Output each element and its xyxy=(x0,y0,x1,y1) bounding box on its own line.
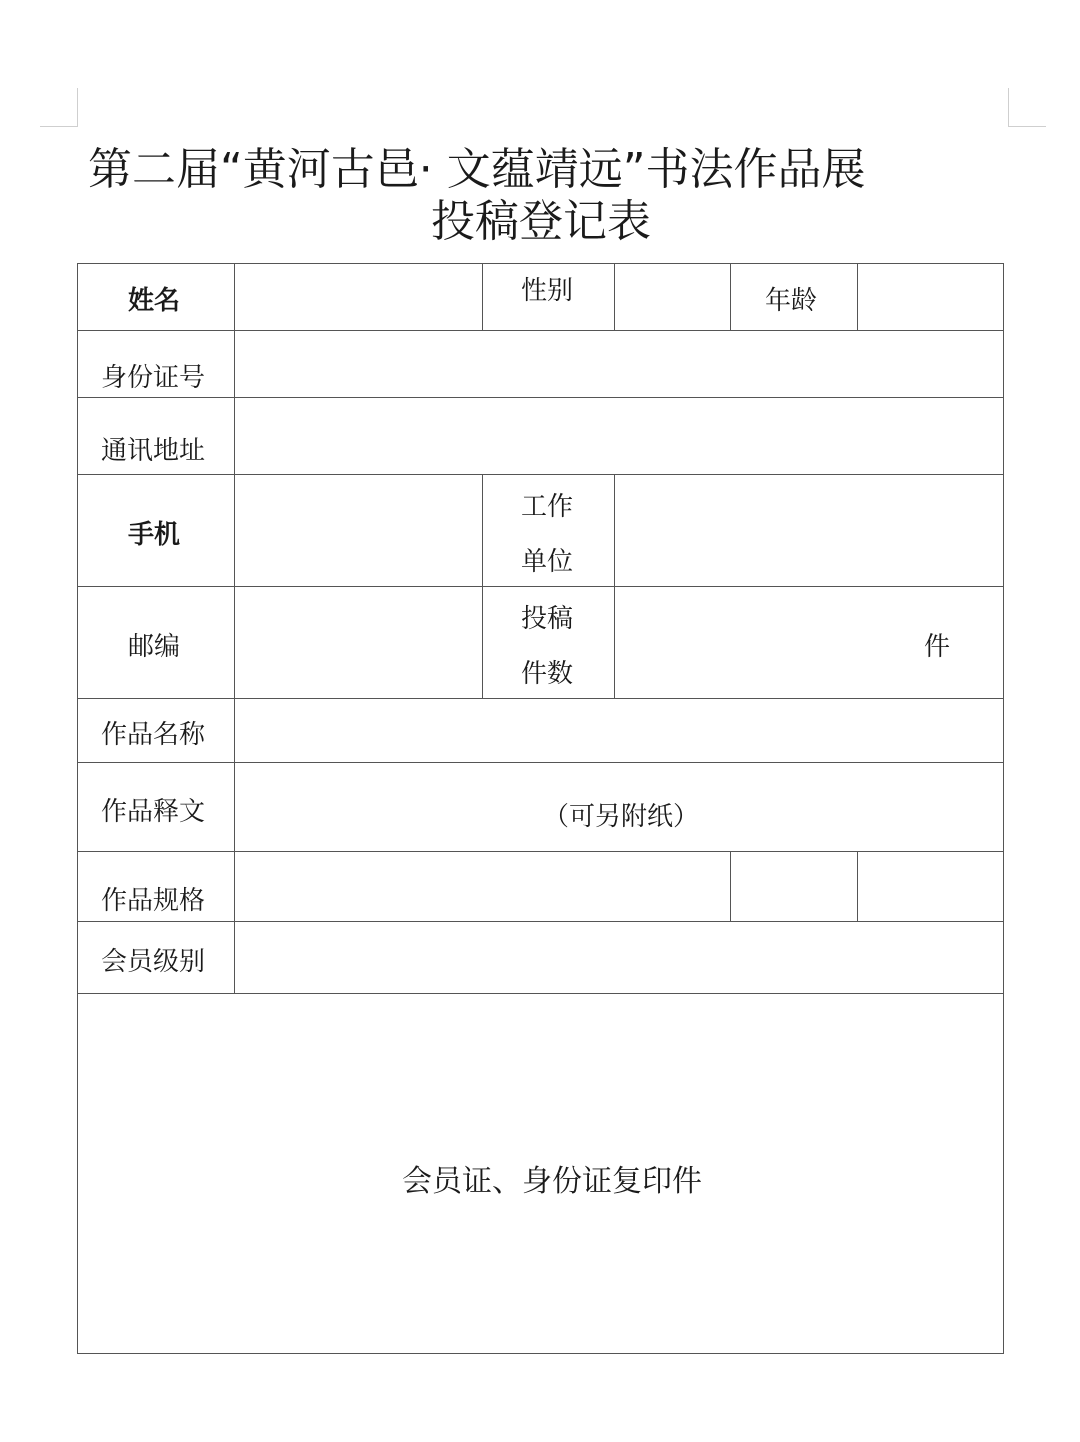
work-size-extra-cell[interactable] xyxy=(858,852,1003,921)
work-transcription-note: （可另附纸） xyxy=(543,802,700,832)
page-corner-mark-top-left-vertical xyxy=(77,88,78,126)
subtitle-text: 投稿登记表 xyxy=(431,196,651,247)
phone-input-cell[interactable] xyxy=(235,475,482,586)
work-size-input-cell[interactable] xyxy=(235,852,730,921)
work-size-label: 作品规格 xyxy=(101,886,206,916)
name-input-cell[interactable] xyxy=(235,264,482,330)
work-unit-label-line1: 工作 xyxy=(521,492,574,522)
submission-count-label-line1: 投稿 xyxy=(521,604,574,634)
id-number-label: 身份证号 xyxy=(101,363,206,393)
id-number-input-cell[interactable] xyxy=(235,331,1003,397)
age-input-cell[interactable] xyxy=(858,264,1003,330)
address-label: 通讯地址 xyxy=(101,436,206,466)
postcode-label: 邮编 xyxy=(128,632,181,662)
postcode-input-cell[interactable] xyxy=(235,587,482,698)
work-size-extra-cell[interactable] xyxy=(731,852,857,921)
work-title-input-cell[interactable] xyxy=(235,699,1003,762)
page-corner-mark-top-right-vertical xyxy=(1008,88,1009,126)
document-title: 第二届“黄河古邑· 文蕴靖远”书法作品展 xyxy=(88,144,866,195)
document-subtitle xyxy=(0,194,1080,250)
address-input-cell[interactable] xyxy=(235,398,1003,474)
name-label: 姓名 xyxy=(128,286,181,316)
work-transcription-label: 作品释文 xyxy=(101,797,206,827)
submission-count-unit: 件 xyxy=(924,632,951,662)
page-corner-mark-top-left-horizontal xyxy=(40,126,78,127)
work-title-label: 作品名称 xyxy=(101,720,206,750)
column-divider xyxy=(482,264,483,330)
attachment-note: 会员证、身份证复印件 xyxy=(402,1164,702,1199)
gender-input-cell[interactable] xyxy=(615,264,730,330)
work-unit-input-cell[interactable] xyxy=(615,475,1003,586)
member-level-label: 会员级别 xyxy=(101,947,206,977)
gender-label: 性别 xyxy=(521,276,574,306)
column-divider xyxy=(730,264,731,330)
registration-form-table xyxy=(77,263,1004,1354)
age-label: 年龄 xyxy=(765,286,818,316)
column-divider xyxy=(482,474,483,698)
work-unit-label-line2: 单位 xyxy=(521,547,574,577)
phone-label: 手机 xyxy=(128,520,181,550)
page-corner-mark-top-right-horizontal xyxy=(1008,126,1046,127)
submission-count-label-line2: 件数 xyxy=(521,659,574,689)
member-level-input-cell[interactable] xyxy=(235,922,1003,993)
